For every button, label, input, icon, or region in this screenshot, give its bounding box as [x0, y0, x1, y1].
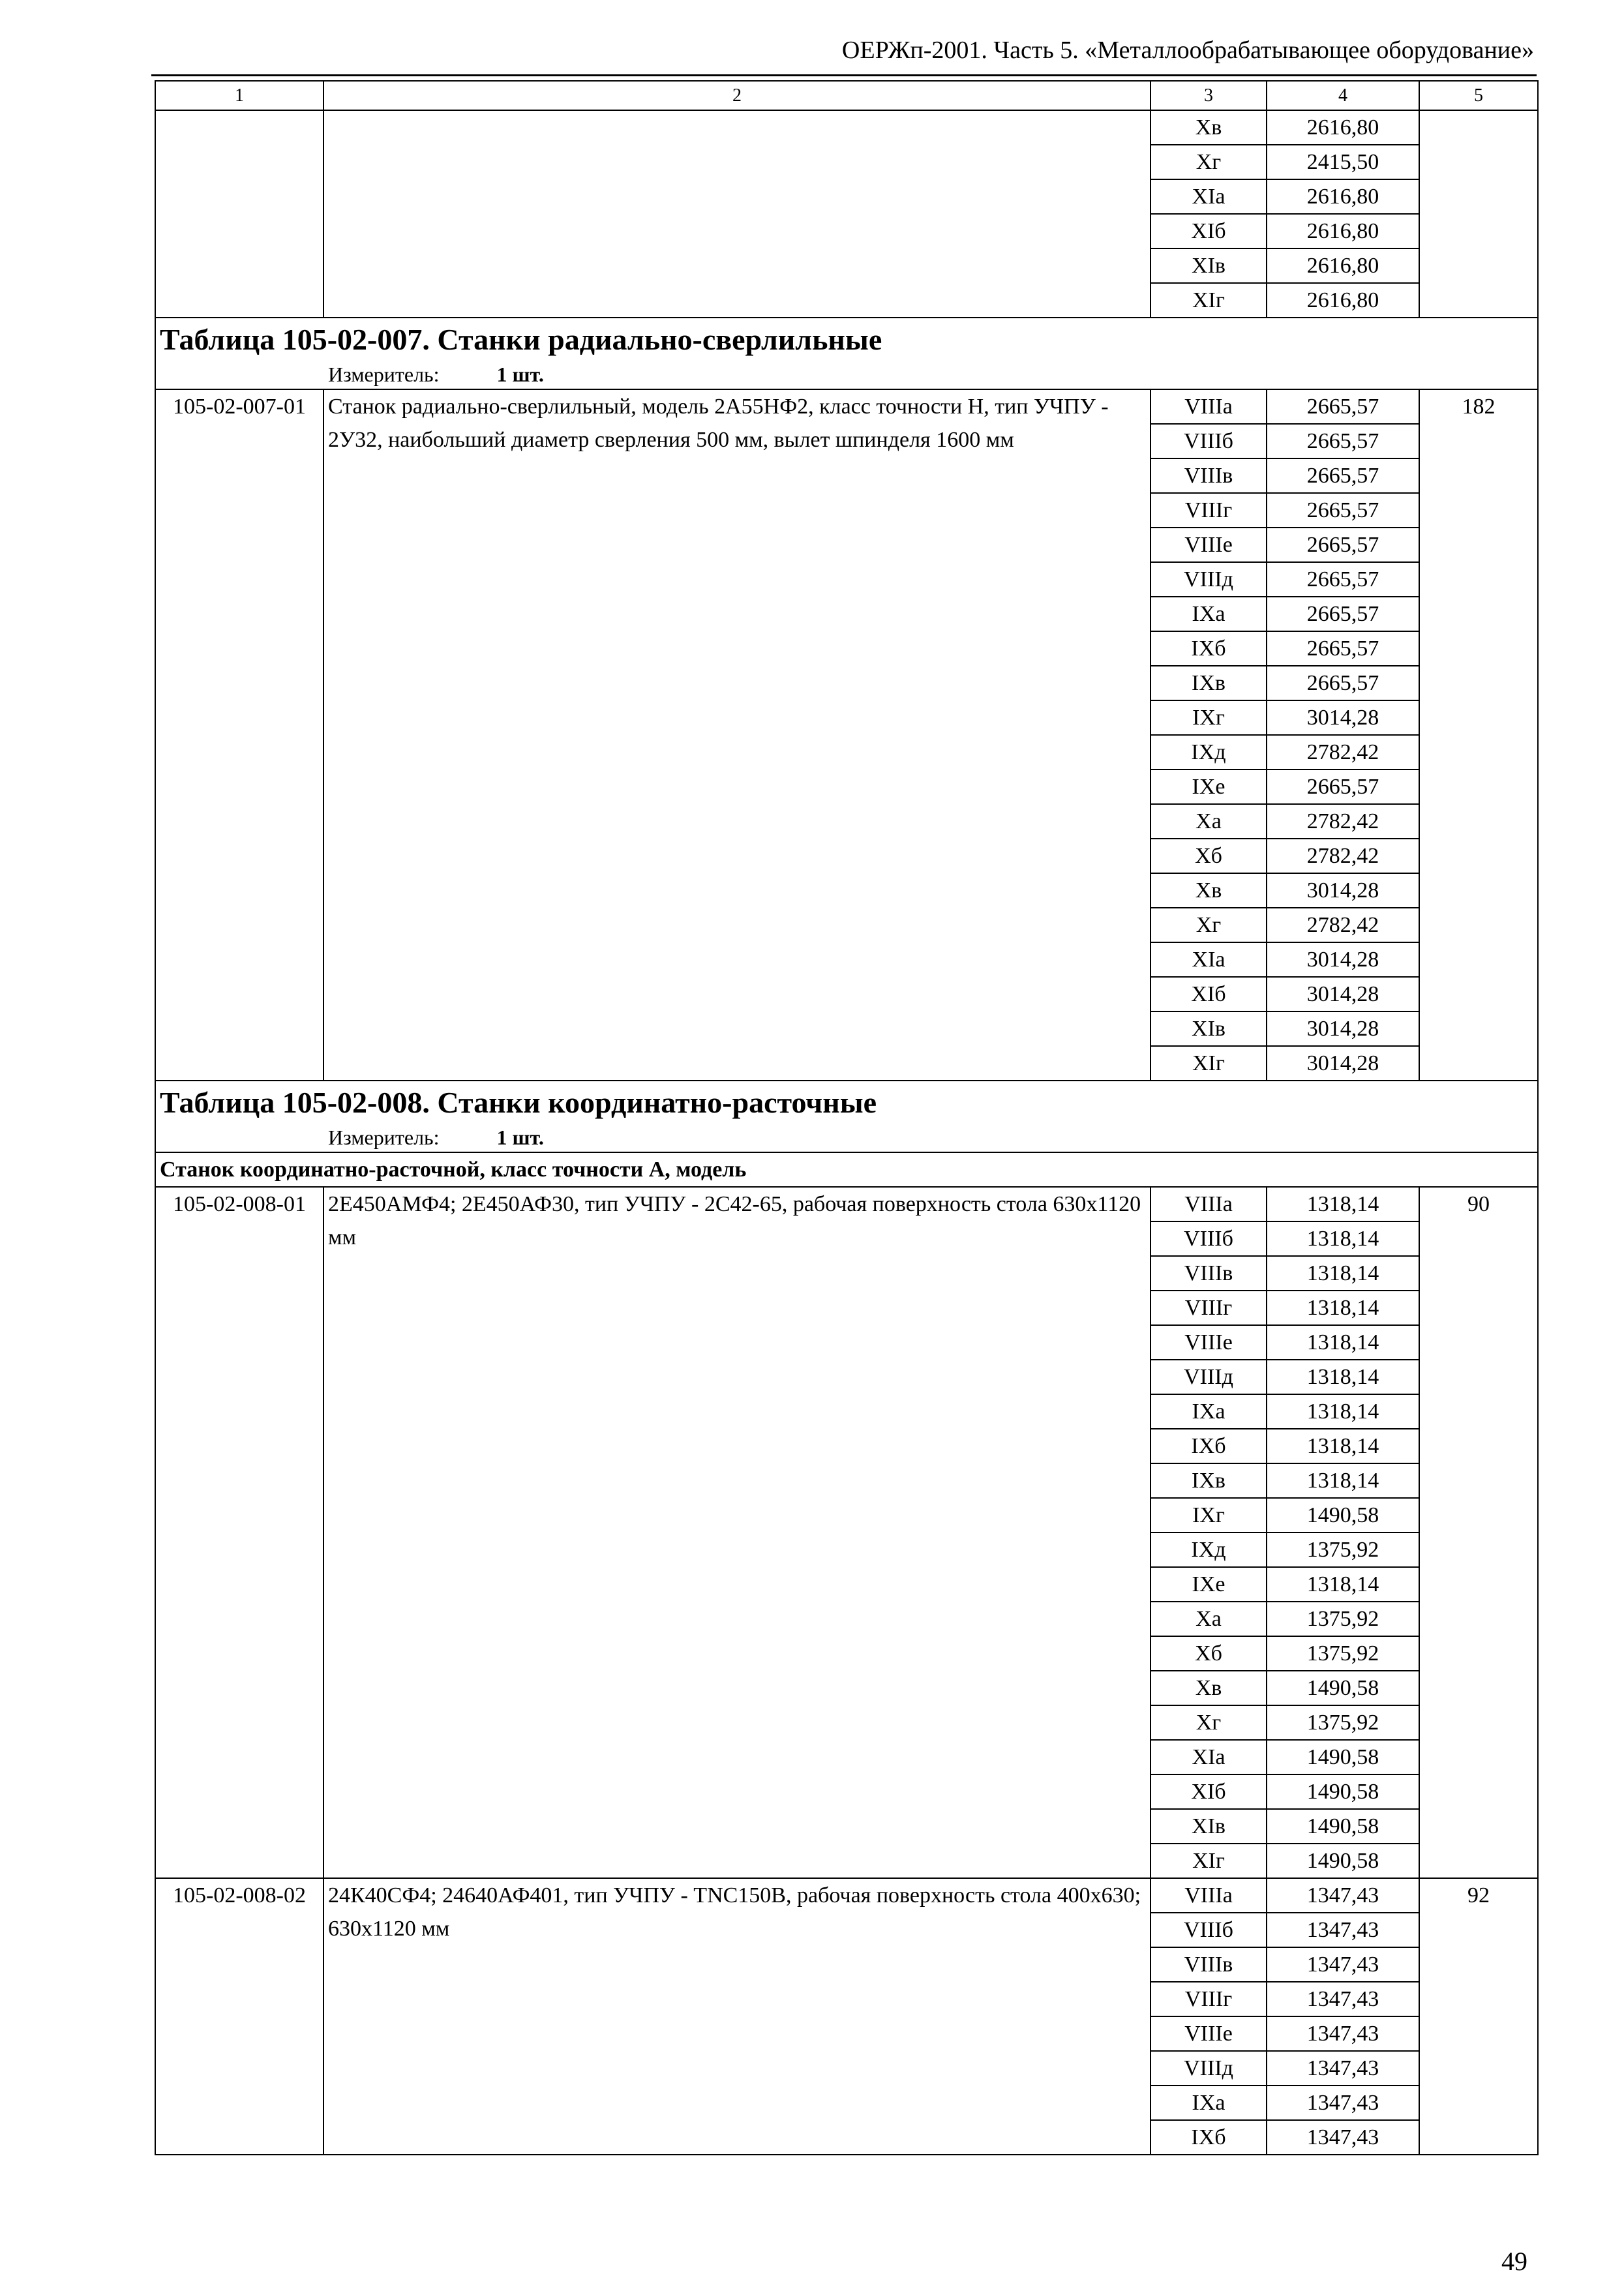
- zone-cell: XIг: [1150, 1046, 1267, 1081]
- value-cell: 1375,92: [1267, 1602, 1419, 1636]
- zone-cell: Xа: [1150, 1602, 1267, 1636]
- zone-cell: XIб: [1150, 214, 1267, 248]
- entry-description: 2Е450АМФ4; 2Е450АФ30, тип УЧПУ - 2С42-65, рабочая поверхность стола 630х1120 мм: [323, 1187, 1150, 1878]
- value-cell: 2616,80: [1267, 214, 1419, 248]
- value-cell: 1318,14: [1267, 1463, 1419, 1498]
- zone-cell: VIIIв: [1150, 458, 1267, 493]
- value-cell: 3014,28: [1267, 700, 1419, 735]
- value-cell: 2665,57: [1267, 528, 1419, 562]
- section-title: Таблица 105-02-008. Станки координатно-расточные: [160, 1086, 877, 1119]
- value-cell: 2665,57: [1267, 493, 1419, 528]
- value-cell: 1490,58: [1267, 1844, 1419, 1878]
- column-header-row: [155, 81, 1538, 110]
- value-cell: 2665,57: [1267, 562, 1419, 597]
- zone-cell: IXг: [1150, 700, 1267, 735]
- table-section-header: [155, 318, 1538, 389]
- value-cell: 2782,42: [1267, 908, 1419, 942]
- value-cell: 1318,14: [1267, 1187, 1419, 1221]
- entry-col5: 182: [1419, 389, 1538, 1081]
- zone-cell: IXе: [1150, 770, 1267, 804]
- zone-cell: VIIIб: [1150, 1221, 1267, 1256]
- entry-code: 105-02-008-02: [155, 1878, 323, 2155]
- value-cell: 1347,43: [1267, 1982, 1419, 2016]
- value-cell: 1375,92: [1267, 1533, 1419, 1567]
- zone-cell: Xг: [1150, 145, 1267, 179]
- zone-cell: VIIIа: [1150, 1187, 1267, 1221]
- value-cell: 2782,42: [1267, 804, 1419, 839]
- value-cell: 2616,80: [1267, 179, 1419, 214]
- value-cell: 1318,14: [1267, 1567, 1419, 1602]
- zone-cell: VIIIг: [1150, 493, 1267, 528]
- table-row: [155, 1187, 1538, 1221]
- zone-cell: IXб: [1150, 1429, 1267, 1463]
- entry-description: [323, 110, 1150, 318]
- zone-cell: XIв: [1150, 1809, 1267, 1844]
- value-cell: 1347,43: [1267, 2051, 1419, 2086]
- zone-cell: XIа: [1150, 179, 1267, 214]
- value-cell: 2415,50: [1267, 145, 1419, 179]
- value-cell: 3014,28: [1267, 873, 1419, 908]
- value-cell: 3014,28: [1267, 977, 1419, 1011]
- value-cell: 1490,58: [1267, 1671, 1419, 1705]
- value-cell: 1375,92: [1267, 1705, 1419, 1740]
- zone-cell: VIIIв: [1150, 1947, 1267, 1982]
- value-cell: 1347,43: [1267, 2016, 1419, 2051]
- zone-cell: IXв: [1150, 1463, 1267, 1498]
- value-cell: 2616,80: [1267, 283, 1419, 318]
- zone-cell: IXа: [1150, 2086, 1267, 2120]
- column-header-2: 2: [323, 81, 1150, 110]
- value-cell: 1375,92: [1267, 1636, 1419, 1671]
- zone-cell: VIIIа: [1150, 389, 1267, 424]
- zone-cell: XIа: [1150, 942, 1267, 977]
- value-cell: 1318,14: [1267, 1394, 1419, 1429]
- entry-code: 105-02-007-01: [155, 389, 323, 1081]
- column-header-4: 4: [1267, 81, 1419, 110]
- zone-cell: IXв: [1150, 666, 1267, 700]
- zone-cell: VIIIг: [1150, 1291, 1267, 1325]
- entry-description: 24К40СФ4; 24640АФ401, тип УЧПУ - TNC150B, рабочая поверхность стола 400х630; 630х1120 мм: [323, 1878, 1150, 2155]
- value-cell: 2782,42: [1267, 839, 1419, 873]
- value-cell: 1318,14: [1267, 1221, 1419, 1256]
- value-cell: 2665,57: [1267, 389, 1419, 424]
- section-subheader: Станок координатно-расточной, класс точности А, модель: [155, 1152, 1538, 1187]
- zone-cell: VIIIд: [1150, 2051, 1267, 2086]
- measure-line: [160, 1124, 1533, 1152]
- value-cell: 1318,14: [1267, 1429, 1419, 1463]
- zone-cell: Xб: [1150, 839, 1267, 873]
- zone-cell: VIIIб: [1150, 1913, 1267, 1947]
- measure-unit: 1 шт.: [496, 1126, 544, 1149]
- column-header-3: 3: [1150, 81, 1267, 110]
- section-header-cell: [155, 318, 1538, 389]
- value-cell: 2665,57: [1267, 631, 1419, 666]
- table-section-header: [155, 1081, 1538, 1152]
- value-cell: 1347,43: [1267, 1878, 1419, 1913]
- value-cell: 1490,58: [1267, 1774, 1419, 1809]
- subheader-row: [155, 1152, 1538, 1187]
- measure-label: Измеритель:: [328, 1126, 440, 1149]
- value-cell: 1490,58: [1267, 1740, 1419, 1774]
- zone-cell: Xв: [1150, 110, 1267, 145]
- zone-cell: VIIIб: [1150, 424, 1267, 458]
- zone-cell: XIг: [1150, 283, 1267, 318]
- entry-code: 105-02-008-01: [155, 1187, 323, 1878]
- entry-code: [155, 110, 323, 318]
- zone-cell: IXе: [1150, 1567, 1267, 1602]
- value-cell: 2665,57: [1267, 597, 1419, 631]
- zone-cell: VIIIе: [1150, 2016, 1267, 2051]
- zone-cell: IXд: [1150, 1533, 1267, 1567]
- value-cell: 2616,80: [1267, 248, 1419, 283]
- zone-cell: IXд: [1150, 735, 1267, 770]
- zone-cell: VIIIа: [1150, 1878, 1267, 1913]
- value-cell: 1318,14: [1267, 1360, 1419, 1394]
- zone-cell: XIв: [1150, 248, 1267, 283]
- measure-line: [160, 361, 1533, 389]
- value-cell: 1347,43: [1267, 2120, 1419, 2155]
- rates-table-body: [155, 81, 1538, 2155]
- zone-cell: XIб: [1150, 1774, 1267, 1809]
- table-row: [155, 110, 1538, 145]
- zone-cell: XIв: [1150, 1011, 1267, 1046]
- value-cell: 1318,14: [1267, 1291, 1419, 1325]
- zone-cell: Xв: [1150, 1671, 1267, 1705]
- measure-label: Измеритель:: [328, 363, 440, 386]
- section-title: Таблица 105-02-007. Станки радиально-сверлильные: [160, 323, 882, 356]
- zone-cell: IXг: [1150, 1498, 1267, 1533]
- rates-table: [155, 80, 1539, 2155]
- zone-cell: VIIIд: [1150, 562, 1267, 597]
- zone-cell: Xг: [1150, 1705, 1267, 1740]
- page-header-title: ОЕРЖп-2001. Часть 5. «Металлообрабатывающее оборудование»: [841, 37, 1534, 64]
- zone-cell: Xг: [1150, 908, 1267, 942]
- zone-cell: IXа: [1150, 1394, 1267, 1429]
- zone-cell: Xа: [1150, 804, 1267, 839]
- value-cell: 2782,42: [1267, 735, 1419, 770]
- value-cell: 1318,14: [1267, 1325, 1419, 1360]
- header-rule: [151, 74, 1537, 76]
- section-header-cell: [155, 1081, 1538, 1152]
- zone-cell: XIа: [1150, 1740, 1267, 1774]
- zone-cell: VIIIе: [1150, 1325, 1267, 1360]
- entry-col5: [1419, 110, 1538, 318]
- value-cell: 1347,43: [1267, 1947, 1419, 1982]
- value-cell: 3014,28: [1267, 942, 1419, 977]
- entry-description: Станок радиально-сверлильный, модель 2А55НФ2, класс точности Н, тип УЧПУ - 2У32, наибольший диаметр сверления 500 мм, вылет шпинделя 1600 мм: [323, 389, 1150, 1081]
- table-row: [155, 389, 1538, 424]
- zone-cell: VIIIе: [1150, 528, 1267, 562]
- entry-col5: 90: [1419, 1187, 1538, 1878]
- value-cell: 2665,57: [1267, 424, 1419, 458]
- zone-cell: IXб: [1150, 631, 1267, 666]
- value-cell: 1318,14: [1267, 1256, 1419, 1291]
- value-cell: 3014,28: [1267, 1046, 1419, 1081]
- value-cell: 3014,28: [1267, 1011, 1419, 1046]
- value-cell: 2616,80: [1267, 110, 1419, 145]
- value-cell: 1490,58: [1267, 1498, 1419, 1533]
- value-cell: 1347,43: [1267, 1913, 1419, 1947]
- entry-col5: 92: [1419, 1878, 1538, 2155]
- zone-cell: VIIIг: [1150, 1982, 1267, 2016]
- zone-cell: XIб: [1150, 977, 1267, 1011]
- value-cell: 2665,57: [1267, 770, 1419, 804]
- measure-unit: 1 шт.: [496, 363, 544, 386]
- zone-cell: VIIIв: [1150, 1256, 1267, 1291]
- zone-cell: VIIIд: [1150, 1360, 1267, 1394]
- zone-cell: Xв: [1150, 873, 1267, 908]
- zone-cell: IXб: [1150, 2120, 1267, 2155]
- zone-cell: Xб: [1150, 1636, 1267, 1671]
- value-cell: 1347,43: [1267, 2086, 1419, 2120]
- zone-cell: IXа: [1150, 597, 1267, 631]
- column-header-5: 5: [1419, 81, 1538, 110]
- value-cell: 2665,57: [1267, 458, 1419, 493]
- zone-cell: XIг: [1150, 1844, 1267, 1878]
- value-cell: 2665,57: [1267, 666, 1419, 700]
- table-row: [155, 1878, 1538, 1913]
- column-header-1: 1: [155, 81, 323, 110]
- page-number: 49: [1501, 2247, 1527, 2276]
- value-cell: 1490,58: [1267, 1809, 1419, 1844]
